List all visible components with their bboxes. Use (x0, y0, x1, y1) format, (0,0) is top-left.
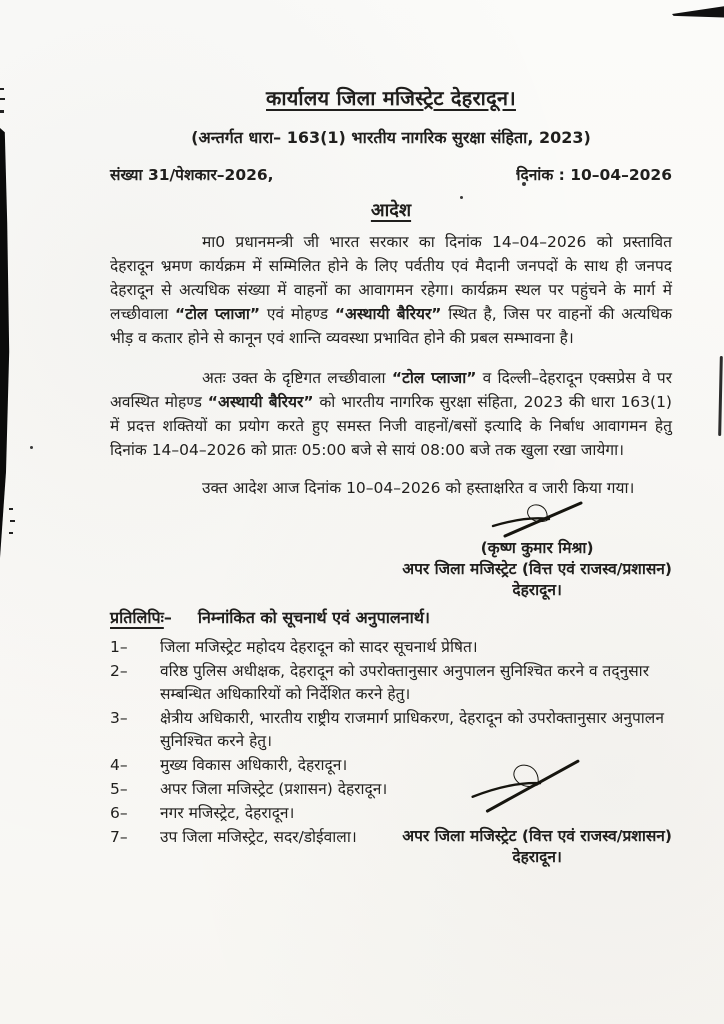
signature-block-top (110, 496, 672, 601)
scan-speck (9, 508, 13, 510)
copy-section-heading (110, 606, 672, 628)
list-item (110, 778, 672, 801)
list-item-number: 6– (110, 804, 128, 822)
handwritten-signature-icon (489, 496, 585, 538)
signatory-details (402, 496, 672, 601)
document-title (110, 84, 672, 111)
signatory-place: देहरादून। (512, 581, 562, 599)
list-item-text: क्षेत्रीय अधिकारी, भारतीय राष्ट्रीय राजमार्ग प्राधिकरण, देहरादून को उपरोक्तानुसार अनुपालन सुनिश्चित करने हेतु। (160, 709, 664, 750)
order-heading-text: आदेश (370, 200, 412, 221)
order-paragraph-3: उक्त आदेश आज दिनांक 10–04–2026 को हस्ताक्षरित व जारी किया गया। (202, 479, 635, 497)
list-item-text: उप जिला मजिस्ट्रेट, सदर/डोईवाला। (160, 828, 357, 846)
copy-label-dash: – (163, 608, 172, 627)
scan-speck (0, 110, 4, 113)
scan-speck (0, 98, 5, 100)
document-title-text: कार्यालय जिला मजिस्ट्रेट देहरादून। (266, 86, 516, 110)
signatory-name: (कृष्ण कुमार मिश्रा) (480, 539, 594, 557)
order-heading (110, 198, 672, 222)
scan-artifact-right-edge (718, 356, 723, 436)
document-subtitle: (अन्तर्गत धारा– 163(1) भारतीय नागरिक सुरक्षा संहिता, 2023) (191, 128, 591, 147)
list-item-number: 4– (110, 756, 128, 774)
scan-speck (10, 520, 15, 522)
signatory-designation: अपर जिला मजिस्ट्रेट (वित्त एवं राजस्व/प्रशासन) (402, 560, 672, 578)
signatory-designation: अपर जिला मजिस्ट्रेट (वित्त एवं राजस्व/प्रशासन) (402, 827, 672, 845)
reference-number: संख्या 31/पेशकार–2026, (110, 166, 274, 184)
copy-note: निम्नांकित को सूचनार्थ एवं अनुपालनार्थ। (197, 608, 430, 627)
scan-artifact-top-right-edge (672, 6, 724, 19)
scan-speck (0, 88, 4, 90)
signatory-details (402, 826, 672, 868)
list-item (110, 660, 672, 706)
order-paragraph-1: मा0 प्रधानमन्त्री जी भारत सरकार का दिनांक 14–04–2026 को प्रस्तावित देहरादून भ्रमण कार्यक्रम में सम्मिलित होने के लिए पर्वतीय एवं मैदानी जनपदों के साथ ही जनपद देहरादून से अत्यधिक संख्या में वाहनों का आवागमन रहेगा। कार्यक्रम स्थल पर पहुंचने के मार्ग में लच्छीवाला “टोल प्लाजा” एवं मोहण्ड “अस्थायी बैरियर” स्थित है, जिस पर वाहनों की अत्यधिक भीड़ व कतार होने से कानून एवं शान्ति व्यवस्था प्रभावित होने की प्रबल सम्भावना है। (110, 233, 672, 347)
list-item (110, 636, 672, 659)
list-item-number: 1– (110, 638, 128, 656)
list-item-text: मुख्य विकास अधिकारी, देहरादून। (160, 756, 348, 774)
list-item (110, 754, 672, 777)
list-item-text: जिला मजिस्ट्रेट महोदय देहरादून को सादर सूचनार्थ प्रेषित। (160, 638, 478, 656)
list-item-text: अपर जिला मजिस्ट्रेट (प्रशासन) देहरादून। (160, 780, 388, 798)
signature-block-bottom (110, 826, 672, 868)
handwritten-signature-icon (464, 749, 585, 817)
list-item-number: 7– (110, 828, 128, 846)
scan-speck (9, 532, 13, 534)
list-item (110, 707, 672, 753)
scan-artifact-left-edge (0, 128, 10, 558)
list-item-number: 2– (110, 662, 128, 680)
order-paragraph-2: अतः उक्त के दृष्टिगत लच्छीवाला “टोल प्लाजा” व दिल्ली–देहरादून एक्सप्रेस वे पर अवस्थित मोहण्ड “अस्थायी बैरियर” को भारतीय नागरिक सुरक्षा संहिता, 2023 की धारा 163(1) में प्रदत्त शक्तियों का प्रयोग करते हुए समस्त निजी वाहनों/बसों इत्यादि के निर्बाध आवागमन हेतु दिनांक 14–04–2026 को प्रातः 05:00 बजे से सायं 08:00 बजे तक खुला रखा जायेगा। (110, 369, 673, 459)
copy-recipient-list (110, 636, 672, 850)
copy-label: प्रतिलिपिः (110, 608, 164, 627)
list-item-number: 5– (110, 780, 128, 798)
list-item (110, 802, 672, 825)
list-item-text: वरिष्ठ पुलिस अधीक्षक, देहरादून को उपरोक्तानुसार अनुपालन सुनिश्चित करने व तद्नुसार सम्बन्धित अधिकारियों को निर्देशित करने हेतु। (160, 662, 650, 703)
issue-date: दिनांक : 10–04–2026 (516, 166, 672, 184)
meta-row (110, 163, 672, 185)
list-item-text: नगर मजिस्ट्रेट, देहरादून। (160, 804, 295, 822)
list-item-number: 3– (110, 709, 128, 727)
scan-speck (30, 446, 33, 449)
signatory-place: देहरादून। (512, 848, 562, 866)
